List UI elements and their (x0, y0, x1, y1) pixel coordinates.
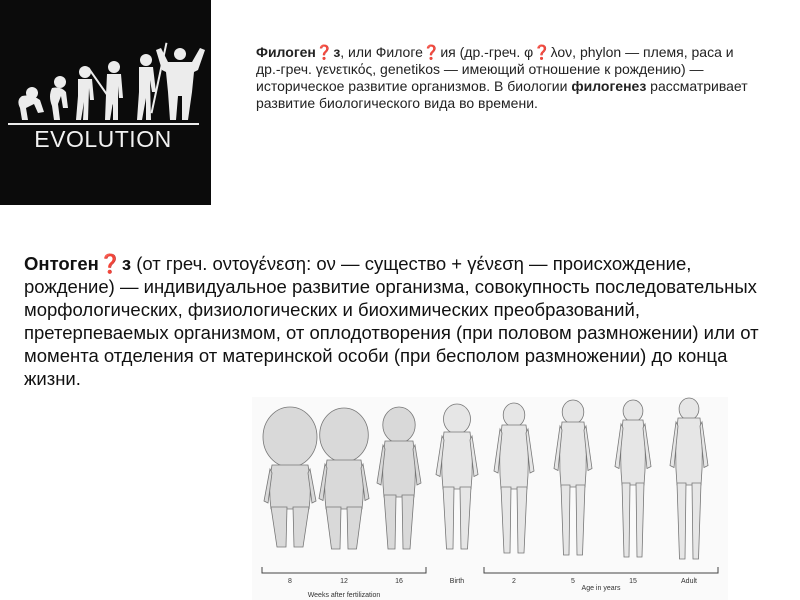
postnatal-group-label: Age in years (581, 585, 621, 592)
phylogenesis-term: Филоген❓з (256, 44, 341, 60)
evolution-word: EVOLUTION (34, 126, 172, 152)
ontogenesis-term: Онтоген❓з (24, 253, 132, 274)
evolution-divider (8, 123, 199, 125)
stage-label-2: 12 (340, 578, 348, 585)
ape-silhouette-1 (18, 87, 44, 120)
stage-label-3: 16 (395, 578, 403, 585)
prenatal-group-label: Weeks after fertilization (307, 592, 381, 599)
stage-label-8: Adult (681, 578, 697, 585)
phylogenesis-paragraph (256, 44, 756, 112)
ontogenesis-definition: (от греч. οντογένεση: ον — существо + γένεση — происхождение, рождение) — индивидуальное развитие организма, совокупность последовательных морфологических, физиологических и биохимических преобразований, претерпеваемых организмом, от оплодотворения (при половом размножении) или от момента отделения от материнской особи (при бесполом размножении) до конца жизни. (24, 253, 759, 389)
body-proportions-svg (252, 397, 728, 600)
evolution-image (0, 0, 211, 205)
body-proportions-figure (252, 397, 728, 600)
phylogenesis-definition-b: рассматривает развитие биологического вида во времени. (256, 78, 748, 111)
stage-label-1: 8 (288, 578, 292, 585)
phylogenesis-term-inline: филогенез (571, 78, 647, 94)
ape-silhouette-2 (50, 76, 68, 120)
stage-label-7: 15 (629, 578, 637, 585)
bodybuilder-silhouette-6 (156, 48, 205, 120)
stage-label-5: 2 (512, 578, 516, 585)
stage-label-6: 5 (571, 578, 575, 585)
ontogenesis-paragraph (24, 252, 784, 390)
phylogenesis-definition-a: , или Филоге❓ия (др.-греч. φ❓λον, phylon — племя, раса и др.-греч. γενετικός, genetikos — имеющий отношение к рождению) — историческое развитие организмов. В биологии (256, 44, 734, 94)
evolution-silhouettes (18, 43, 205, 120)
stage-label-4: Birth (449, 578, 465, 585)
hominid-silhouette-3 (76, 66, 94, 120)
